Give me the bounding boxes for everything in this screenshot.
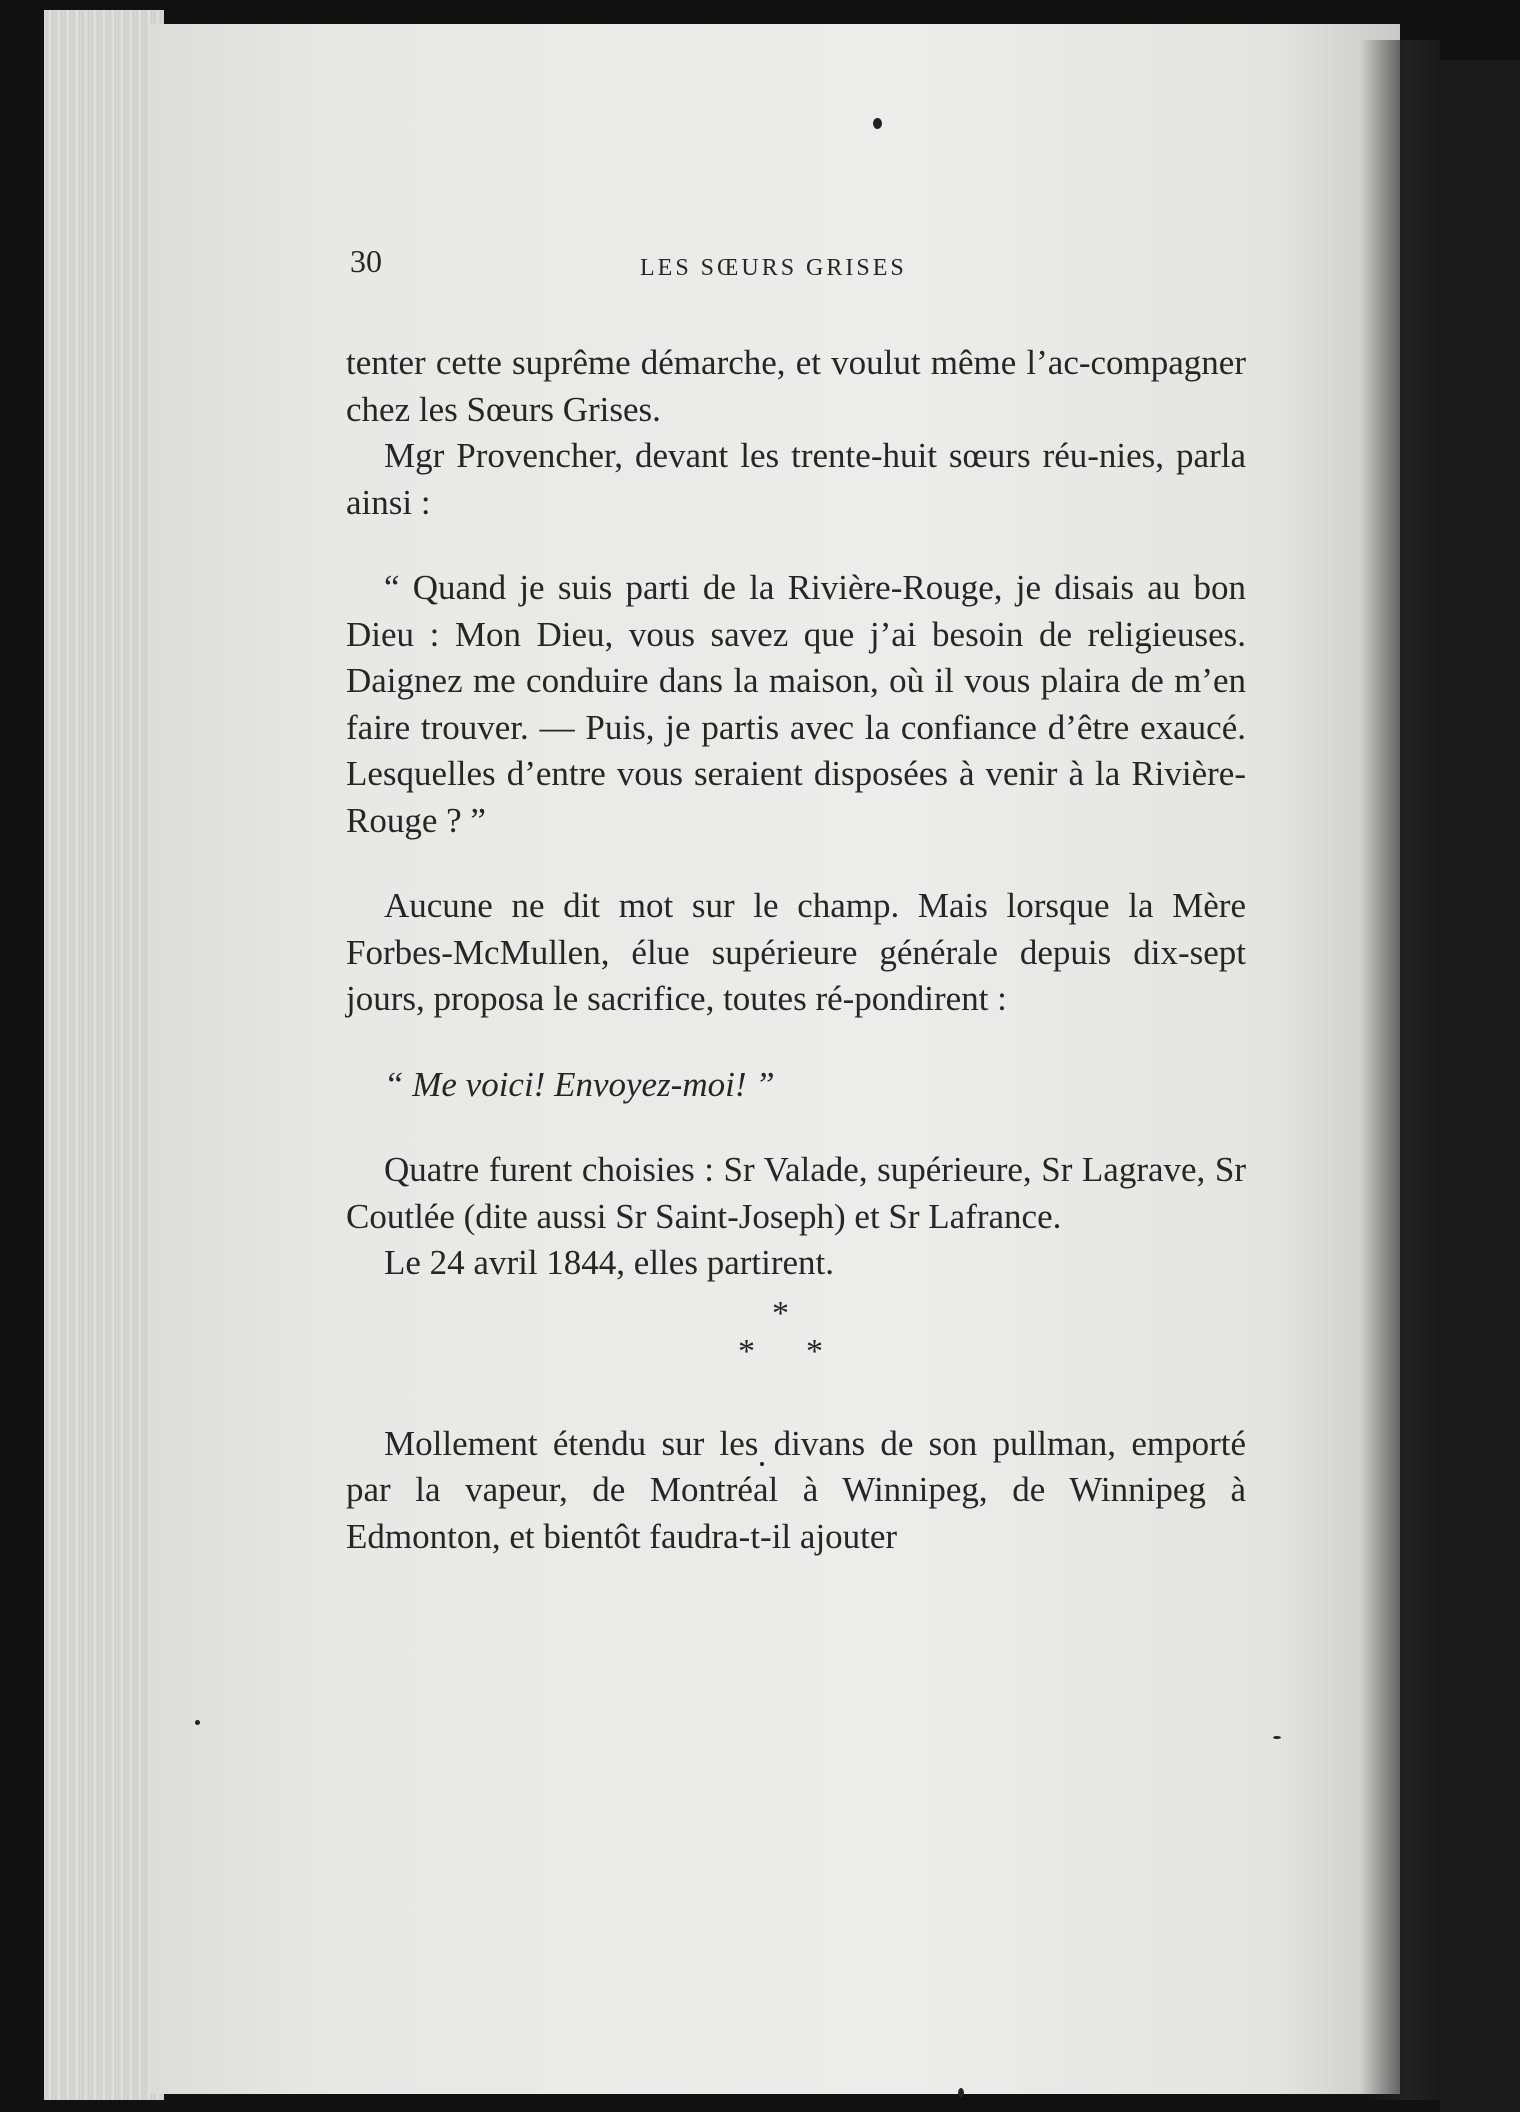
paragraph: Le 24 avril 1844, elles partirent. (384, 1243, 834, 1282)
running-header (350, 243, 1250, 293)
asterisk: * (806, 1332, 823, 1370)
paragraph: Aucune ne dit mot sur le champ. Mais lorsque la Mère Forbes-McMullen, élue supérieure générale depuis dix-sept jours, proposa le sacrifice, toutes ré-pondirent : (346, 886, 1246, 1018)
asterisk: * (738, 1332, 755, 1370)
italic-quotation: “ Me voici! Envoyez-moi! ” (384, 1064, 775, 1104)
paragraph: Mgr Provencher, devant les trente-huit sœurs réu-nies, parla ainsi : (346, 436, 1246, 522)
quotation-paragraph: “ Quand je suis parti de la Rivière-Rouge, je disais au bon Dieu : Mon Dieu, vous savez que j’ai besoin de religieuses. Daignez me conduire dans la maison, où il vous plaira de m’en faire trouver. — Puis, je partis avec la confiance d’être exaucé. Lesquelles d’entre vous seraient disposées à venir à la Rivière-Rouge ? ” (346, 568, 1246, 840)
page-number: 30 (350, 243, 382, 279)
facing-page-edge (1440, 60, 1520, 2112)
gutter-shadow (1360, 40, 1440, 2100)
body-text (346, 340, 1246, 1560)
paragraph: Mollement étendu sur les divans de son pullman, emporté par la vapeur, de Montréal à Winnipeg, de Winnipeg à Edmonton, et bientôt faudra-t-il ajouter (346, 1423, 1246, 1556)
asterisk: * (772, 1294, 789, 1332)
paragraph: tenter cette suprême démarche, et voulut même l’ac-compagner chez les Sœurs Grises. (346, 343, 1246, 429)
paragraph: Quatre furent choisies : Sr Valade, supérieure, Sr Lagrave, Sr Coutlée (dite aussi Sr Saint-Joseph) et Sr Lafrance. (346, 1150, 1246, 1236)
running-title: LES SŒURS GRISES (640, 255, 907, 281)
page-stack-edges (44, 10, 164, 2100)
asterism-separator (346, 1291, 1246, 1421)
